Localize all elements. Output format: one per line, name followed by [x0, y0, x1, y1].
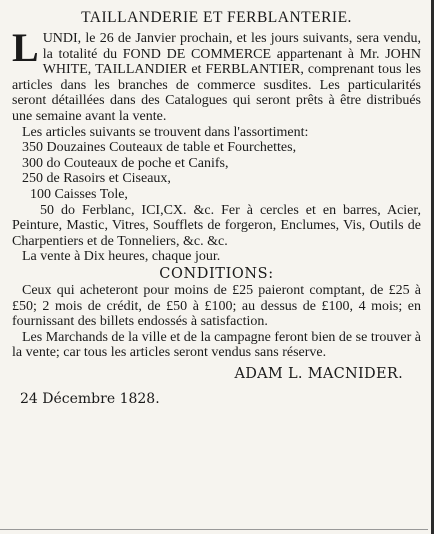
list-item: 300 do Couteaux de poche et Canifs,: [22, 155, 229, 171]
sale-time: La vente à Dix heures, chaque jour.: [22, 249, 221, 265]
invitation-text: Les Marchands de la ville et de la campagne feront bien de se trouver à la vente; car tous les articles seront vendus sans réserve.: [12, 329, 421, 361]
lead-text: UNDI, le 26 de Janvier prochain, et les jours suivants, sera vendu, la totalité du FOND DE COMMERCE appartenant à Mr. JOHN WHITE, TAILLANDIER et FERBLANTIER, comprenant tous les articles dans les branches de commerce susdites. Les particularités seront détaillées dans des Catalogues qui seront prêts à être distribués une semaine avant la vente.: [12, 31, 421, 124]
lead-paragraph: [12, 31, 421, 125]
conditions-text: Ceux qui acheteront pour moins de £25 paieront comptant, de £25 à £50; 2 mois de crédit, de £50 à £100; au dessus de £100, 4 mois; en fournissant des billets endossés à satisfaction.: [12, 282, 421, 330]
list-item: 350 Douzaines Couteaux de table et Fourchettes,: [22, 140, 297, 156]
bottom-rule: [0, 529, 428, 534]
item-list: [12, 140, 421, 249]
list-item: 250 de Rasoirs et Ciseaux,: [22, 171, 171, 187]
notice-headline: TAILLANDERIE ET FERBLANTERIE.: [81, 9, 352, 26]
assortment-intro: Les articles suivants se trouvent dans l'assortiment:: [22, 124, 309, 140]
notice-date: 24 Décembre 1828.: [20, 390, 160, 407]
signature: ADAM L. MACNIDER.: [234, 365, 403, 382]
conditions-heading: CONDITIONS:: [159, 265, 274, 282]
drop-cap: L: [12, 31, 39, 70]
list-item-long: 50 do Ferblanc, ICI,CX. &c. Fer à cercles et en barres, Acier, Peinture, Mastic, Vitres, Soufflets de forgeron, Enclumes, Vis, Outils de Charpentiers et de Tonneliers, &c. &c.: [12, 202, 421, 249]
list-item: 100 Caisses Tole,: [30, 186, 128, 202]
